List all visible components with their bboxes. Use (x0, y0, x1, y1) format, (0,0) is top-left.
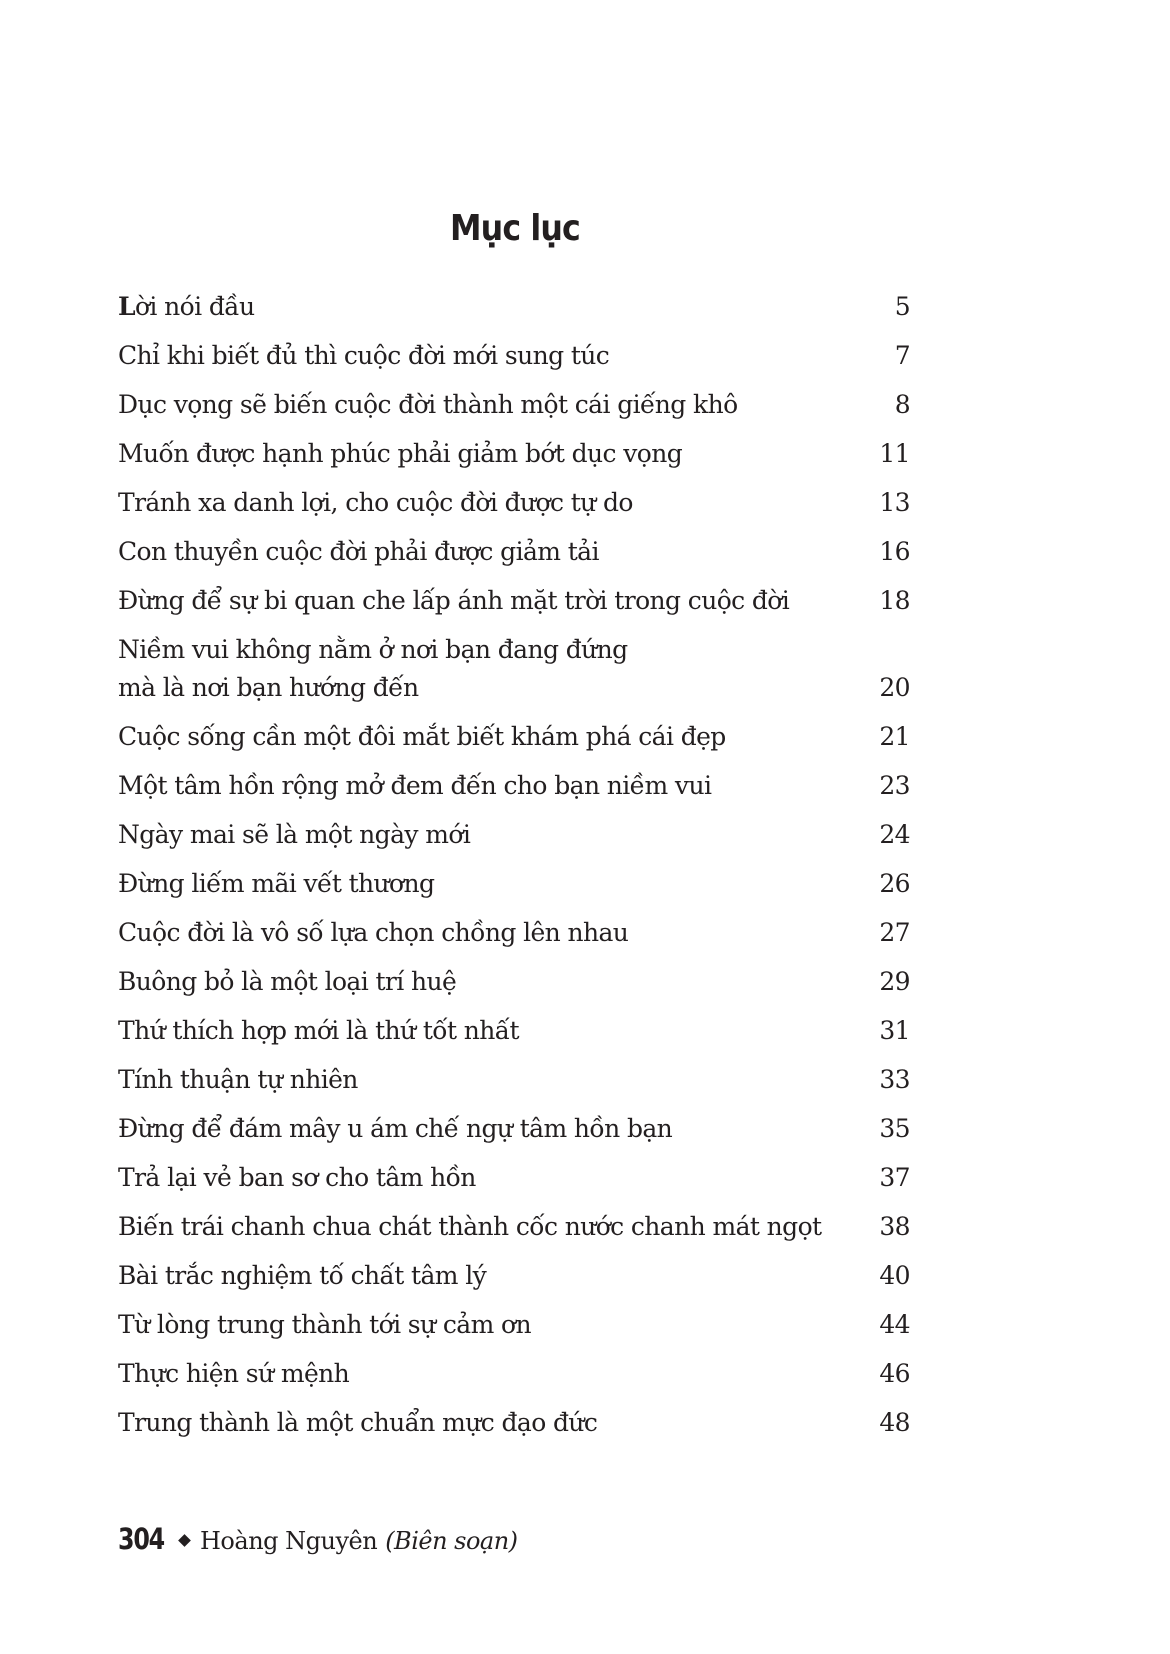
page-title: Mục lục (450, 208, 580, 250)
toc-entry-page: 29 (879, 967, 910, 996)
toc-entry-title: Bài trắc nghiệm tố chất tâm lý (118, 1261, 487, 1290)
toc-entry-page: 44 (879, 1310, 910, 1339)
toc-entry-page: 20 (879, 673, 910, 702)
toc-entry-title: Muốn được hạnh phúc phải giảm bớt dục vọng (118, 439, 683, 468)
toc-entry (118, 1159, 910, 1197)
toc-entry (118, 767, 910, 805)
author-name: Hoàng Nguyên (200, 1527, 378, 1555)
toc-entry-page: 23 (879, 771, 910, 800)
toc-entry (118, 533, 910, 571)
toc-entry-page: 13 (879, 488, 910, 517)
toc-entry-title: Tính thuận tự nhiên (118, 1065, 358, 1094)
toc-entry-title: Ngày mai sẽ là một ngày mới (118, 820, 471, 849)
toc-entry (118, 386, 910, 424)
toc-entry-page: 35 (879, 1114, 910, 1143)
toc-entry (118, 435, 910, 473)
toc-entry-title: Trung thành là một chuẩn mực đạo đức (118, 1408, 598, 1437)
toc-entry-title: Từ lòng trung thành tới sự cảm ơn (118, 1310, 532, 1339)
toc-entry-page: 46 (879, 1359, 910, 1388)
toc-entry (118, 1208, 910, 1246)
toc-entry-title: Đừng để sự bi quan che lấp ánh mặt trời trong cuộc đời (118, 586, 790, 615)
toc-entry-title: Thứ thích hợp mới là thứ tốt nhất (118, 1016, 519, 1045)
toc-entry (118, 1061, 910, 1099)
toc-entry (118, 963, 910, 1001)
toc-entry (118, 1404, 910, 1442)
toc-entry-title: Biến trái chanh chua chát thành cốc nước chanh mát ngọt (118, 1212, 822, 1241)
toc-entry-title: Tránh xa danh lợi, cho cuộc đời được tự do (118, 488, 633, 517)
toc-entry-title: Lời nói đầu (118, 292, 255, 321)
toc-entry (118, 484, 910, 522)
toc-entry-title: Con thuyền cuộc đời phải được giảm tải (118, 537, 599, 566)
table-of-contents (118, 288, 910, 1453)
diamond-icon (178, 1534, 191, 1547)
page-footer (118, 1522, 518, 1556)
toc-entry-page: 8 (894, 390, 910, 419)
toc-entry-page: 33 (879, 1065, 910, 1094)
toc-entry-title: Trả lại vẻ ban sơ cho tâm hồn (118, 1163, 476, 1192)
toc-entry (118, 816, 910, 854)
author-role: (Biên soạn) (385, 1527, 518, 1555)
toc-entry (118, 582, 910, 620)
toc-entry-page: 24 (879, 820, 910, 849)
toc-entry-page: 37 (879, 1163, 910, 1192)
toc-entry-title: Thực hiện sứ mệnh (118, 1359, 350, 1388)
toc-entry (118, 337, 910, 375)
toc-entry-page: 26 (879, 869, 910, 898)
toc-entry (118, 1110, 910, 1148)
toc-entry-page: 11 (879, 439, 910, 468)
toc-entry-page: 7 (894, 341, 910, 370)
toc-entry-title: Đừng liếm mãi vết thương (118, 869, 435, 898)
toc-entry-title: Buông bỏ là một loại trí huệ (118, 967, 457, 996)
toc-entry (118, 288, 910, 326)
toc-entry (118, 1012, 910, 1050)
toc-entry (118, 865, 910, 903)
toc-entry (118, 631, 910, 707)
toc-entry-title: Một tâm hồn rộng mở đem đến cho bạn niềm vui (118, 771, 712, 800)
toc-entry (118, 1306, 910, 1344)
toc-entry (118, 1257, 910, 1295)
toc-entry (118, 914, 910, 952)
toc-entry-page: 40 (879, 1261, 910, 1290)
page-number: 304 (118, 1522, 164, 1556)
toc-entry-title: Dục vọng sẽ biến cuộc đời thành một cái giếng khô (118, 390, 738, 419)
toc-entry-page: 5 (894, 292, 910, 321)
toc-entry-title: Cuộc sống cần một đôi mắt biết khám phá cái đẹp (118, 722, 726, 751)
toc-entry-page: 16 (879, 537, 910, 566)
toc-entry-page: 27 (879, 918, 910, 947)
toc-entry-title: Chỉ khi biết đủ thì cuộc đời mới sung túc (118, 341, 610, 370)
toc-entry-page: 38 (879, 1212, 910, 1241)
toc-entry-title: Niềm vui không nằm ở nơi bạn đang đứng mà là nơi bạn hướng đến (118, 635, 628, 702)
toc-entry (118, 718, 910, 756)
toc-entry-page: 18 (879, 586, 910, 615)
toc-entry (118, 1355, 910, 1393)
toc-entry-page: 31 (879, 1016, 910, 1045)
toc-entry-page: 21 (879, 722, 910, 751)
toc-entry-page: 48 (879, 1408, 910, 1437)
toc-entry-title: Cuộc đời là vô số lựa chọn chồng lên nhau (118, 918, 629, 947)
toc-entry-title: Đừng để đám mây u ám chế ngự tâm hồn bạn (118, 1114, 673, 1143)
